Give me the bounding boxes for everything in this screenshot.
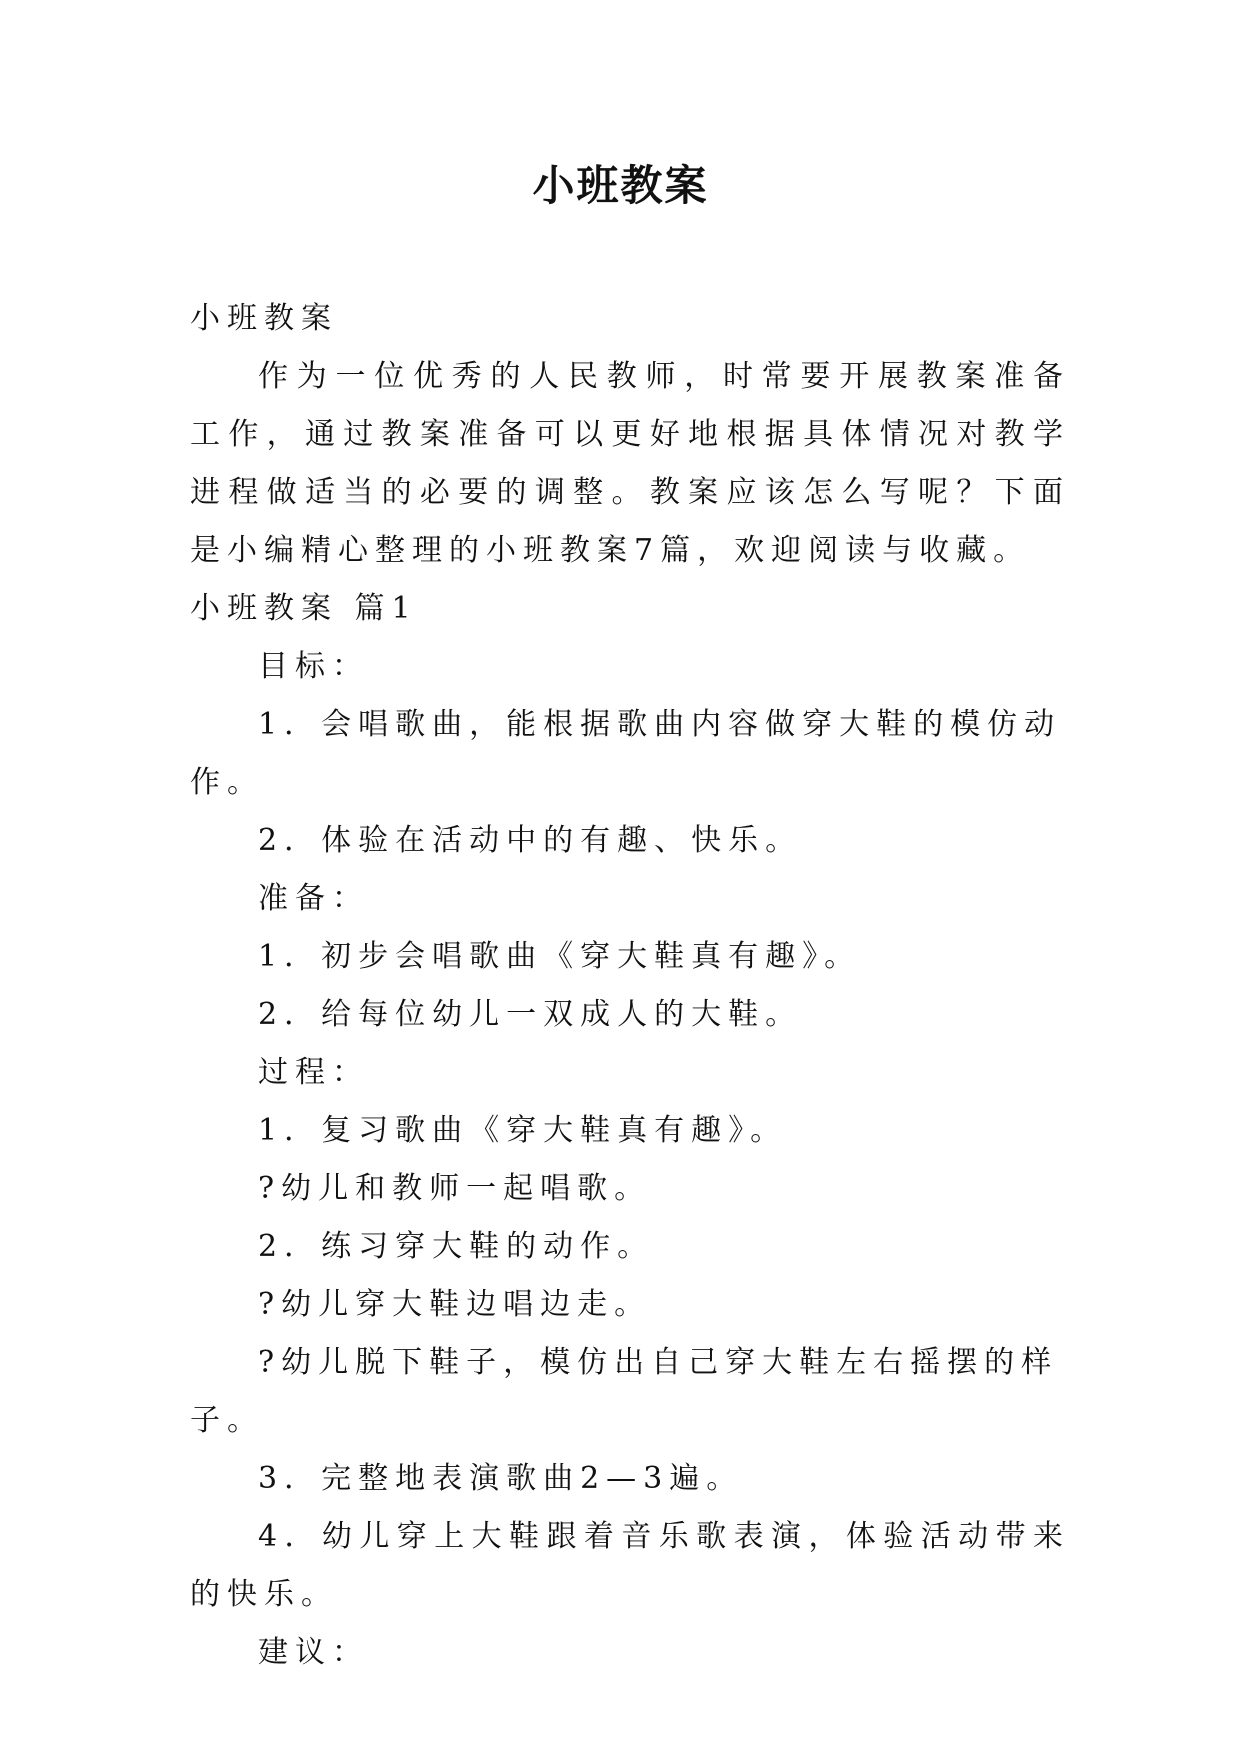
suggestion-heading: 建议： (258, 1635, 369, 1670)
process-item-1: 1．复习歌曲《穿大鞋真有趣》。 (258, 1113, 788, 1148)
process-detail-1: ?幼儿和教师一起唱歌。 (258, 1171, 652, 1206)
page-title: 小班教案 (532, 161, 709, 210)
preparation-heading: 准备： (258, 881, 369, 916)
goal-item-2: 2．体验在活动中的有趣、快乐。 (258, 823, 803, 858)
document-subtitle: 小班教案 (190, 301, 338, 336)
process-detail-3: ?幼儿脱下鞋子，模仿出自己穿大鞋左右摇摆的样子。 (190, 1345, 1059, 1438)
process-item-4: 4．幼儿穿上大鞋跟着音乐歌表演，体验活动带来的快乐。 (190, 1519, 1070, 1612)
preparation-item-1: 1．初步会唱歌曲《穿大鞋真有趣》。 (258, 939, 862, 974)
document-body (190, 290, 1070, 1682)
goal-item-1: 1．会唱歌曲，能根据歌曲内容做穿大鞋的模仿动作。 (190, 707, 1062, 800)
process-detail-2: ?幼儿穿大鞋边唱边走。 (258, 1287, 652, 1322)
section-heading: 小班教案 篇1 (190, 591, 418, 626)
goal-heading: 目标： (258, 649, 369, 684)
process-item-3: 3．完整地表演歌曲2—3遍。 (258, 1461, 744, 1496)
intro-paragraph: 作为一位优秀的人民教师，时常要开展教案准备工作，通过教案准备可以更好地根据具体情况对教学进程做适当的必要的调整。教案应该怎么写呢？下面是小编精心整理的小班教案7篇，欢迎阅读与收藏。 (190, 359, 1070, 568)
process-item-2: 2．练习穿大鞋的动作。 (258, 1229, 655, 1264)
process-heading: 过程： (258, 1055, 369, 1090)
preparation-item-2: 2．给每位幼儿一双成人的大鞋。 (258, 997, 803, 1032)
